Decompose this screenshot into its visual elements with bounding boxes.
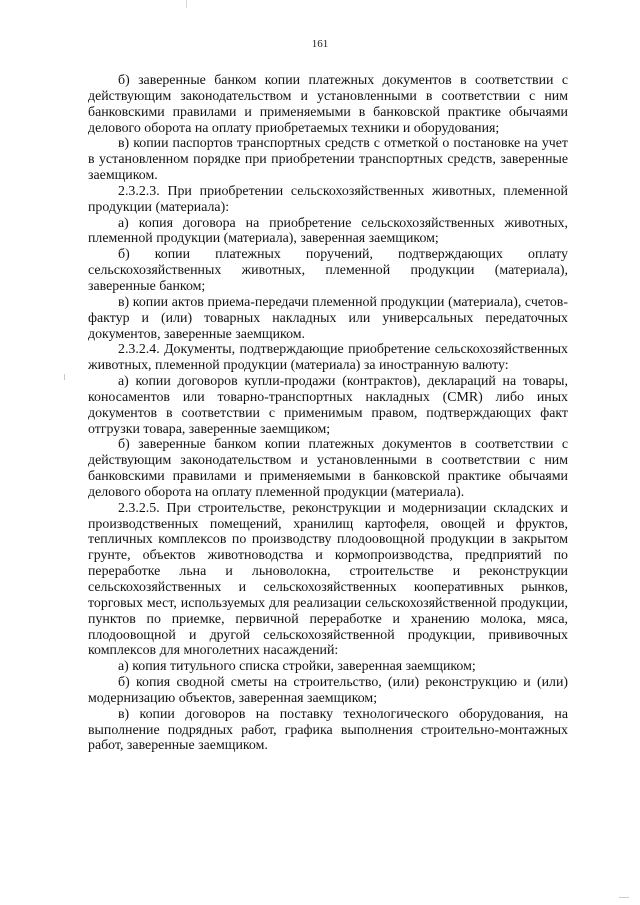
- paragraph-v-acceptance-acts: в) копии актов приема-передачи племенной продукции (материала), счетов-фактур и (или) товарных накладных или универсальных передаточных документов, заверенные заемщиком.: [88, 294, 568, 342]
- paragraph-a-animal-contract: а) копия договора на приобретение сельскохозяйственных животных, племенной продукции (материала), заверенная заемщиком;: [88, 215, 568, 247]
- paragraph-a-title-list: а) копия титульного списка стройки, заверенная заемщиком;: [118, 659, 476, 675]
- scan-mark: [619, 897, 629, 898]
- paragraph-b-payment-docs: б) заверенные банком копии платежных документов в соответствии с действующим законодательством и установленными в соответствии с ним банковскими правилами и применяемыми в банковской практике обычаями делового оборота на оплату приобретаемых техники и оборудования;: [88, 73, 568, 136]
- section-2-3-2-3-heading: 2.3.2.3. При приобретении сельскохозяйственных животных, племенной продукции (материала):: [88, 183, 568, 215]
- paragraph-b-payment-orders: б) копии платежных поручений, подтверждающих оплату сельскохозяйственных животных, племенной продукции (материала), заверенные банком;: [88, 247, 568, 294]
- scan-mark: [186, 0, 187, 8]
- paragraph-b-bank-payment-docs: б) заверенные банком копии платежных документов в соответствии с действующим законодательством и установленными в соответствии с ним банковскими правилами и применяемыми в банковской практике обычаями делового оборота на оплату племенной продукции (материала).: [88, 437, 568, 500]
- paragraph-v-equipment-contracts: в) копии договоров на поставку технологического оборудования, на выполнение подрядных работ, графика выполнения строительно-монтажных работ, заверенные заемщиком.: [88, 706, 568, 754]
- scan-mark: [64, 374, 65, 380]
- section-2-3-2-5-heading: 2.3.2.5. При строительстве, реконструкции и модернизации складских и производственных помещений, хранилищ картофеля, овощей и фруктов, тепличных комплексов по производству плодоовощной продукции в закрытом грунте, объектов животноводства и кормопроизводства, предприятий по переработке льна и льноволокна, строительстве и реконструкции сельскохозяйственных и сельскохозяйственных кооперативных рынков, торговых мест, используемых для реализации сельскохозяйственной продукции, пунктов по приемке, первичной переработке и хранению молока, мяса, плодоовощной и другой сельскохозяйственной продукции, прививочных комплексов для многолетних насаждений:: [88, 500, 568, 659]
- paragraph-b-summary-estimate: б) копия сводной сметы на строительство, (или) реконструкцию и (или) модернизацию объектов, заверенная заемщиком;: [88, 675, 568, 706]
- section-2-3-2-4-heading: 2.3.2.4. Документы, подтверждающие приобретение сельскохозяйственных животных, племенной продукции (материала) за иностранную валюту:: [88, 342, 568, 374]
- document-body: [88, 73, 568, 754]
- page-number: 161: [311, 38, 329, 50]
- paragraph-v-vehicle-passports: в) копии паспортов транспортных средств с отметкой о постановке на учет в установленном порядке при приобретении транспортных средств, заверенные заемщиком.: [88, 136, 568, 184]
- paragraph-a-sales-contracts: а) копии договоров купли-продажи (контрактов), деклараций на товары, коносаментов или товарно-транспортных накладных (CMR) либо иных документов в соответствии с применимым правом, подтверждающих факт отгрузки товара, заверенные заемщиком;: [88, 374, 568, 437]
